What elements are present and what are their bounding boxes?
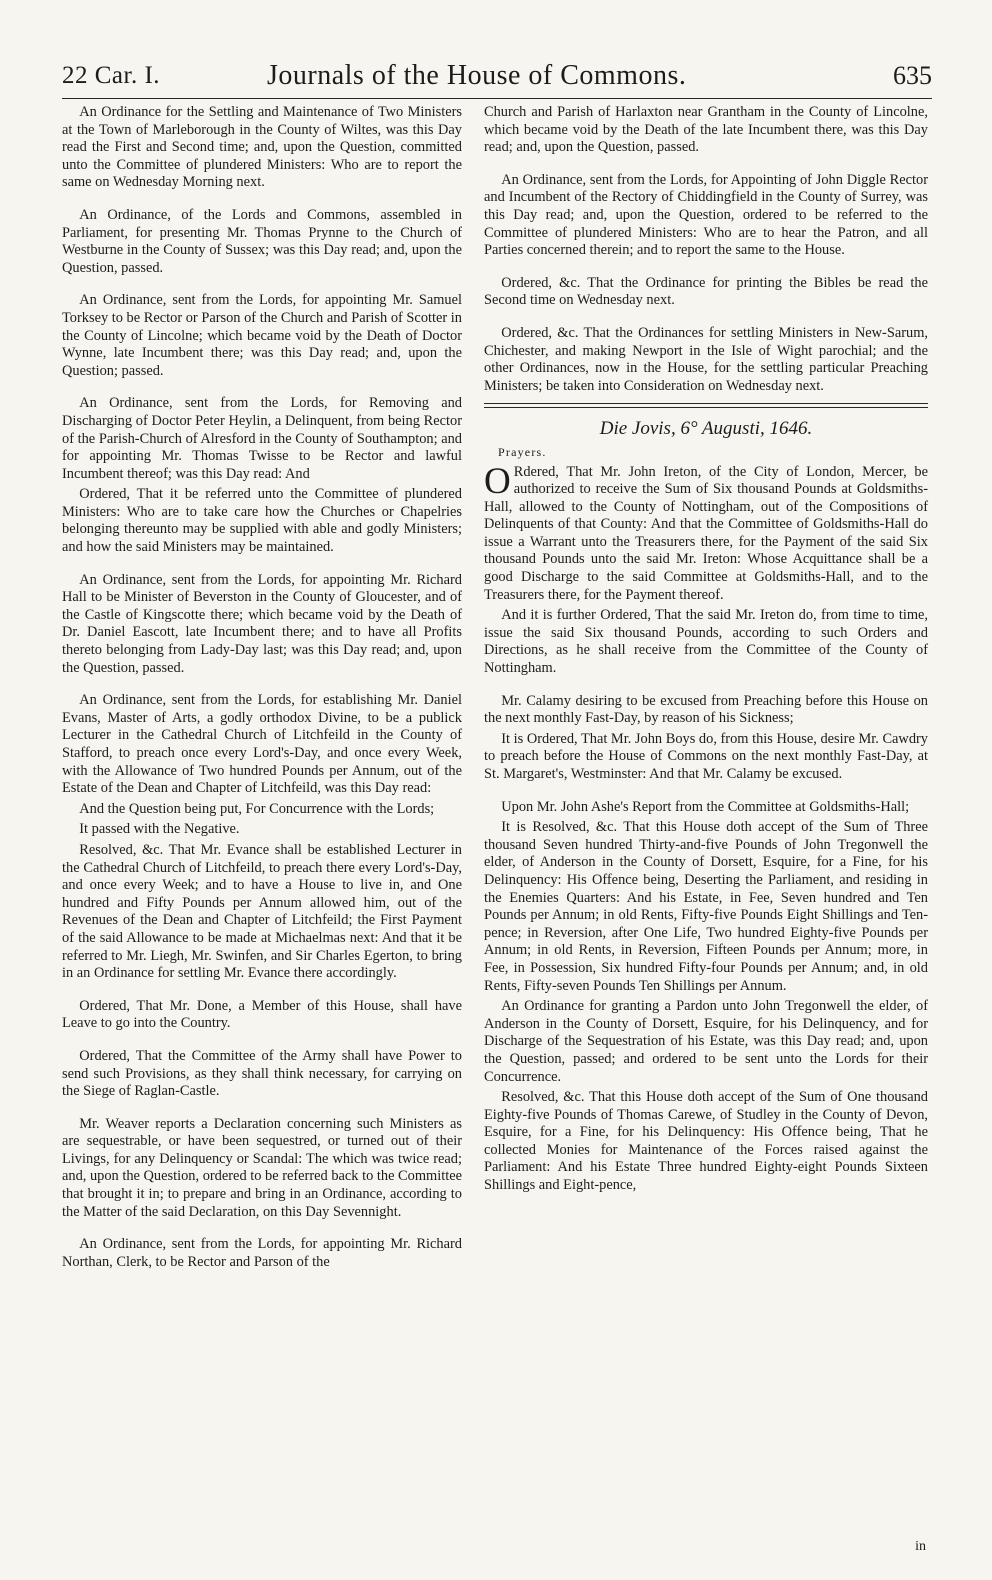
entry-tregonwell-pardon: An Ordinance for granting a Pardon unto John Tregonwell the elder, of Anderson in the County of Dorsett, Esquire, for his Delinquency, and for Discharge of the Sequestration of his Estate, was this Day read; and, upon the Question, passed; and ordered to be sent unto the Lords for their Concurrence. [484, 998, 928, 1085]
entry-ireton-text: Rdered, That Mr. John Ireton, of the City of London, Mercer, be authorized to receive the Sum of Six thousand Pounds at Goldsmiths-Hall, allowed to the County of Nottingham, out of the Compositions of Delinquents of that County: And that the Committee of Goldsmiths-Hall do issue a Warrant unto the Treasurers there, for the Payment of the said Six thousand Pounds unto the said Mr. Ireton: Whose Acquittance shall be a good Discharge to the said Committee at Goldsmiths-Hall, and to the Treasurers there, for the Payment thereof. [484, 463, 928, 603]
journal-title: Journals of the House of Commons. [267, 60, 687, 91]
catchword: in [915, 1539, 926, 1554]
entry-concurrence-question: And the Question being put, For Concurrence with the Lords; [79, 800, 435, 817]
entry-ireton-order [484, 460, 928, 605]
entry-negative: It passed with the Negative. [79, 821, 240, 838]
running-header [62, 58, 932, 99]
entry-weaver-declaration: Mr. Weaver reports a Declaration concerning such Ministers as are sequestrable, or have been sequestred, or turned out of their Livings, for any Delinquency or Scandal: The which was twice read; and, upon the Question, ordered to be referred back to the Committee that brought it in; to prepare and bring in an Ordinance, according to the Matter of the said Declaration, on this Day Sevennight. [62, 1115, 463, 1220]
left-column [62, 104, 462, 1286]
entry-raglan-castle: Ordered, That the Committee of the Army shall have Power to send such Provisions, as they shall think necessary, for carrying on the Siege of Raglan-Castle. [62, 1047, 462, 1100]
entry-litchfeild-lecturer: An Ordinance, sent from the Lords, for establishing Mr. Daniel Evans, Master of Arts, a godly orthodox Divine, to be a publick Lecturer in the Cathedral Church of Litchfeild in the County of Stafford, to preach once every Lord's-Day, and once every Week, with the Allowance of Two hundred Pounds per Annum, out of the Estate of the Dean and Chapter of Litchfeild, was this Day read: [62, 692, 462, 797]
entry-carewe-fine: Resolved, &c. That this House doth accept of the Sum of One thousand Eighty-five Pounds of Thomas Carewe, of Studley in the County of Devon, Esquire, for a Fine, for his Delinquency: His Offence being, That he collected Monies for Maintenance of the Forces raised against the Parliament: And his Estate Three hundred Eighty-eight Pounds Sixteen Shillings and Eight-pence, [484, 1089, 928, 1194]
drop-cap: O [484, 460, 511, 502]
entry-alresford: An Ordinance, sent from the Lords, for Removing and Discharging of Doctor Peter Heylin, a Delinquent, from being Rector of the Parish-Church of Alresford in the County of Southampton; and for appointing Mr. Thomas Twisse to be Rector and lawful Incumbent thereof; was this Day read: And [62, 395, 462, 482]
prayers-heading: Prayers. [498, 444, 547, 459]
entry-westburne: An Ordinance, of the Lords and Commons, assembled in Parliament, for presenting Mr. Thomas Prynne to the Church of Westburne in the County of Sussex; was this Day read; and, upon the Question, passed. [62, 206, 462, 276]
entry-boys-cawdry: It is Ordered, That Mr. John Boys do, from this House, desire Mr. Cawdry to preach before the House of Commons on the next monthly Fast-Day, at St. Margaret's, Westminster: And that Mr. Calamy be excused. [484, 730, 928, 782]
entry-calamy-excuse: Mr. Calamy desiring to be excused from Preaching before this House on the next monthly Fast-Day, by reason of his Sickness; [484, 692, 928, 727]
session-date: Die Jovis, 6° Augusti, 1646. [599, 418, 813, 440]
right-column [484, 104, 928, 1198]
entry-settling-ministers: Ordered, &c. That the Ordinances for settling Ministers in New-Sarum, Chichester, and making Newport in the Isle of Wight parochial; and the other Ordinances, now in the House, for the settling particular Preaching Ministers; be taken into Consideration on Wednesday next. [484, 324, 928, 394]
entry-northan: An Ordinance, sent from the Lords, for appointing Mr. Richard Northan, Clerk, to be Rector and Parson of the [62, 1236, 462, 1270]
regnal-year: 22 Car. I. [62, 62, 161, 89]
entry-scotter: An Ordinance, sent from the Lords, for appointing Mr. Samuel Torksey to be Rector or Parson of the Church and Parish of Scotter in the County of Lincolne; which became void by the Death of Doctor Wynne, late Incumbent there; was this Day read; and, upon the Question; passed. [62, 292, 462, 379]
entry-done-leave: Ordered, That Mr. Done, a Member of this House, shall have Leave to go into the Country. [62, 997, 462, 1032]
entry-beverston: An Ordinance, sent from the Lords, for appointing Mr. Richard Hall to be Minister of Beverston in the County of Gloucester, and of the Castle of Kingscotte there; which became void by the Death of Dr. Daniel Eascott, late Incumbent there; and to have all Profits thereto belonging from Lady-Day last; was this Day read; and, upon the Question, passed. [62, 571, 462, 676]
entry-harlaxton: Church and Parish of Harlaxton near Grantham in the County of Lincolne, which became void by the Death of the late Incumbent there, was this Day read; and, upon the Question, passed. [484, 104, 928, 156]
entry-ireton-further: And it is further Ordered, That the said Mr. Ireton do, from time to time, issue the said Six thousand Pounds, according to such Orders and Directions, as he shall receive from the Committee of the County of Nottingham. [484, 607, 928, 677]
entry-chiddingfield: An Ordinance, sent from the Lords, for Appointing of John Diggle Rector and Incumbent of the Rectory of Chiddingfield in the County of Surrey, was this Day read; and, upon the Question, ordered to be referred to the Committee of plundered Ministers: Who are to hear the Patron, and all Parties concerned therein; and to report the same to the House. [484, 171, 928, 259]
section-rule-thin [484, 407, 928, 408]
entry-marleborough-ministers: An Ordinance for the Settling and Maintenance of Two Ministers at the Town of Marleborough in the County of Wiltes, was this Day read the First and Second time; and, upon the Question, committed unto the Committee of plundered Ministers: Who are to report the same on Wednesday Morning next. [62, 104, 462, 191]
entry-ashe-report: Upon Mr. John Ashe's Report from the Committee at Goldsmiths-Hall; [501, 798, 910, 815]
entry-tregonwell-fine: It is Resolved, &c. That this House doth accept of the Sum of Three thousand Seven hundred Thirty-and-five Pounds of John Tregonwell the elder, of Anderson in the County of Dorsett, Esquire, for a Fine, for his Delinquency: His Offence being, Deserting the Parliament, and residing in the Enemies Quarters: And his Estate, in Fee, Seven hundred and Ten Pounds per Annum; in old Rents, Fifty-five Pounds Eight Shillings and Ten-pence; in Reversion, after One Life, Two hundred Eighty-five Pounds per Annum; in old Rents, in Reversion, Fifteen Pounds per Annum; more, in Fee, in Possession, Six hundred Fifty-four Pounds per Annum; and, in old Rents, Fifty-seven Pounds Ten Shillings per Annum. [484, 819, 928, 994]
entry-evance-resolved: Resolved, &c. That Mr. Evance shall be established Lecturer in the Cathedral Church of Litchfeild, to preach there every Lord's-Day, and once every Week; and to have a House to live in, and One hundred and Fifty Pounds per Annum allowed him, out of the Revenues of the Dean and Chapter of Litchfeild; the First Payment of the said Allowance to be made at Michaelmas next: And that it be referred to Mr. Liegh, Mr. Swinfen, and Sir Charles Egerton, to bring in an Ordinance for settling Mr. Evance there accordingly. [62, 841, 462, 982]
entry-alresford-order: Ordered, That it be referred unto the Committee of plundered Ministers: Who are to take care how the Churches or Chapelries belonging thereunto may be supplied with able and godly Ministers; and how the said Ministers may be maintained. [62, 486, 462, 556]
section-rule-thick [484, 403, 928, 404]
page-number: 635 [893, 61, 932, 90]
entry-bibles: Ordered, &c. That the Ordinance for printing the Bibles be read the Second time on Wednesday next. [484, 274, 928, 309]
